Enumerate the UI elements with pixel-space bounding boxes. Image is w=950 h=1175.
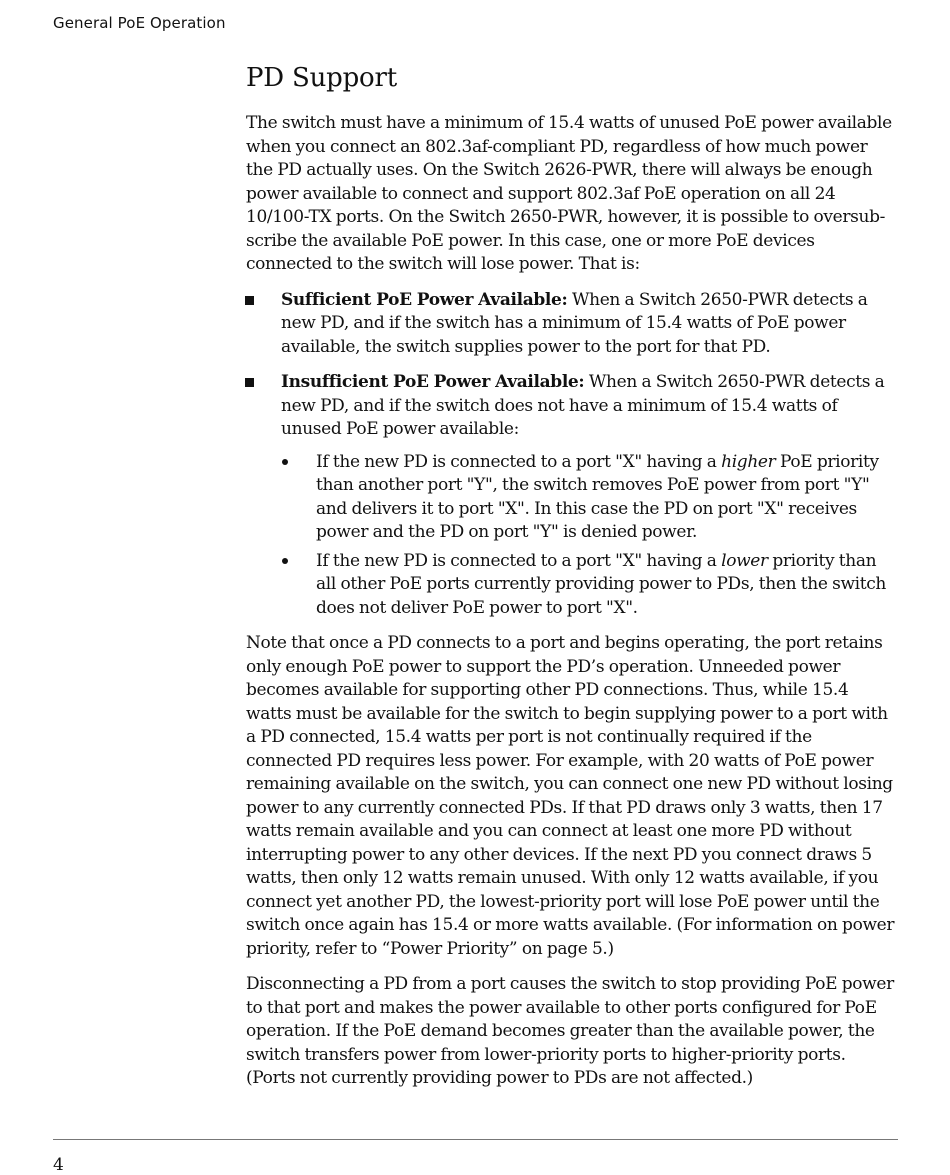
section-title: PD Support — [246, 63, 397, 93]
sub-bullet-before: If the new PD is connected to a port "X" having a — [316, 550, 722, 571]
bullet-text — [281, 371, 898, 442]
running-header: General PoE Operation — [53, 14, 226, 32]
intro-paragraph: The switch must have a minimum of 15.4 watts of unused PoE power available when you connect an 802.3af-compliant PD, regardless of how much power the PD actually uses. On the Switch 2626-PWR, there will always be enough power available to connect and support 802.3af PoE operation on all 24 10/100-TX ports. On the Switch 2650-PWR, however, it is possible to oversubscribe the available PoE power. In this case, one or more PoE devices connected to the switch will lose power. That is: — [246, 113, 892, 274]
round-bullet-icon — [282, 558, 288, 564]
bullet-lead: Sufficient PoE Power Available: — [281, 289, 568, 310]
bullet-body: When a Switch 2650-PWR detects a new PD, and if the switch does not have a minimum of 15.4 watts of unused PoE power available: — [281, 372, 885, 439]
page-content — [246, 60, 898, 1103]
square-bullet-icon — [245, 378, 254, 387]
sub-bullet-after: PoE priority than another port "Y", the switch removes PoE power from port "Y" and delivers it to port "X". In this case the PD on port "X" receives power and the PD on port "Y" is denied power. — [316, 451, 879, 542]
sub-bullet-emphasis: lower — [721, 550, 768, 571]
sub-bullet-lower-priority — [281, 550, 898, 621]
square-bullet-icon — [245, 296, 254, 305]
page-number: 4 — [53, 1155, 64, 1175]
power-budget-paragraph: Note that once a PD connects to a port and begins operating, the port retains only enough PoE power to support the PD’s operation. Unneeded power becomes available for supporting other PD connections. Thus, while 15.4 watts must be available for the switch to begin supplying power to a port with a PD connected, 15.4 watts per port is not continually required if the connected PD requires less power. For example, with 20 watts of PoE power remaining available on the switch, you can connect one new PD without losing power to any currently connected PDs. If that PD draws only 3 watts, then 17 watts remain available and you can connect at least one more PD without interrupting power to any other devices. If the next PD you connect draws 5 watts, then only 12 watts remain unused. With only 12 watts available, if you connect yet another PD, the lowest-priority port will lose PoE power until the switch once again has 15.4 or more watts available. (For information on power priority, refer to “Power Priority” on page 5.) — [246, 633, 895, 959]
sub-bullet-before: If the new PD is connected to a port "X" having a — [316, 451, 722, 472]
footer-divider — [53, 1139, 898, 1140]
bullet-text — [281, 289, 898, 360]
bullet-insufficient-power — [246, 371, 898, 620]
bullet-lead: Insufficient PoE Power Available: — [281, 372, 585, 392]
disconnect-paragraph: Disconnecting a PD from a port causes the switch to stop providing PoE power to that port and makes the power available to other ports configured for PoE operation. If the PoE demand becomes greater than the available power, the switch transfers power from lower-priority ports to higher-priority ports. (Ports not currently providing power to PDs are not affected.) — [246, 974, 894, 1088]
round-bullet-icon — [282, 459, 288, 465]
bullet-sufficient-power — [246, 289, 898, 360]
bullet-body: When a Switch 2650-PWR detects a new PD, and if the switch has a minimum of 15.4 watts of PoE power available, the switch supplies power to the port for that PD. — [281, 289, 868, 357]
sub-bullet-after: priority than all other PoE ports currently providing power to PDs, then the switch does not deliver PoE power to port "X". — [316, 550, 886, 618]
sub-bullet-text — [316, 550, 898, 621]
sub-bullet-text — [316, 451, 898, 545]
sub-bullet-emphasis: higher — [721, 451, 776, 472]
sub-bullet-higher-priority — [281, 451, 898, 545]
